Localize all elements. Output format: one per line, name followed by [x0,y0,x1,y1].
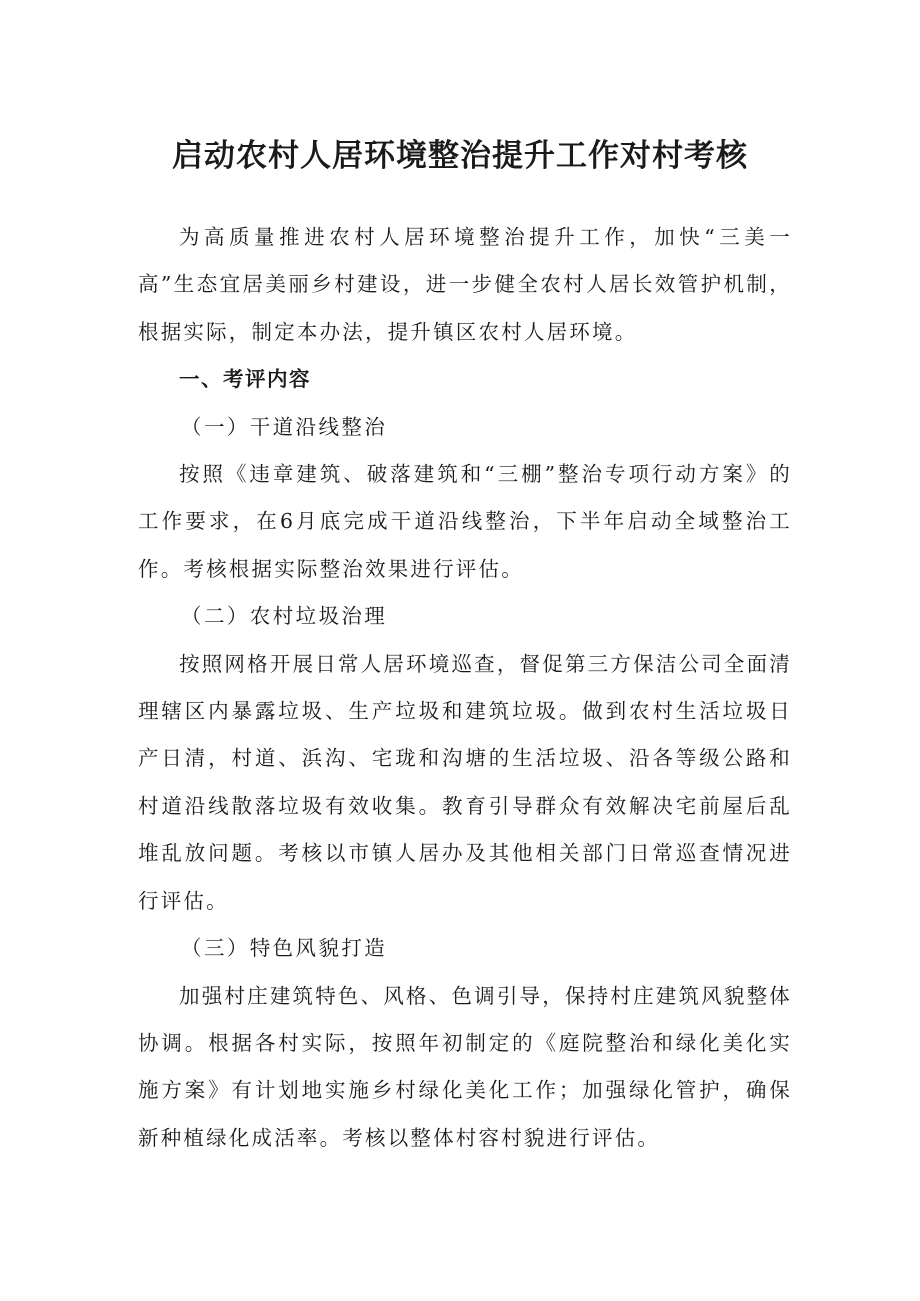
document-title: 启动农村人居环境整治提升工作对村考核 [172,138,748,174]
intro-paragraph: 为高质量推进农村人居环境整治提升工作，加快“三美一高”生态宜居美丽乡村建设，进一步健全农村人居长效管护机制，根据实际，制定本办法，提升镇区农村人居环境。 [138,225,792,344]
paragraph-trunk-road-rectification: 按照《违章建筑、破落建筑和“三棚”整治专项行动方案》的工作要求，在6月底完成干道沿线整治，下半年启动全域整治工作。考核根据实际整治效果进行评估。 [138,462,792,581]
subheading-trunk-road-rectification: （一）干道沿线整治 [181,414,388,439]
paragraph-rural-garbage-management: 按照网格开展日常人居环境巡查，督促第三方保洁公司全面清理辖区内暴露垃圾、生产垃圾和建筑垃圾。做到农村生活垃圾日产日清，村道、浜沟、宅珑和沟塘的生活垃圾、沿各等级公路和村道沿线散落垃圾有效收集。教育引导群众有效解决宅前屋后乱堆乱放问题。考核以市镇人居办及其他相关部门日常巡查情况进行评估。 [138,651,792,913]
subheading-rural-garbage-management: （二）农村垃圾治理 [181,604,388,629]
document-body [138,214,792,1162]
paragraph-characteristic-style-creation: 加强村庄建筑特色、风格、色调引导，保持村庄建筑风貌整体协调。根据各村实际，按照年初制定的《庭院整治和绿化美化实施方案》有计划地实施乡村绿化美化工作；加强绿化管护，确保新种植绿化成活率。考核以整体村容村貌进行评估。 [138,983,792,1150]
section-heading-evaluation-content: 一、考评内容 [179,367,311,392]
subheading-characteristic-style-creation: （三）特色风貌打造 [181,936,388,961]
